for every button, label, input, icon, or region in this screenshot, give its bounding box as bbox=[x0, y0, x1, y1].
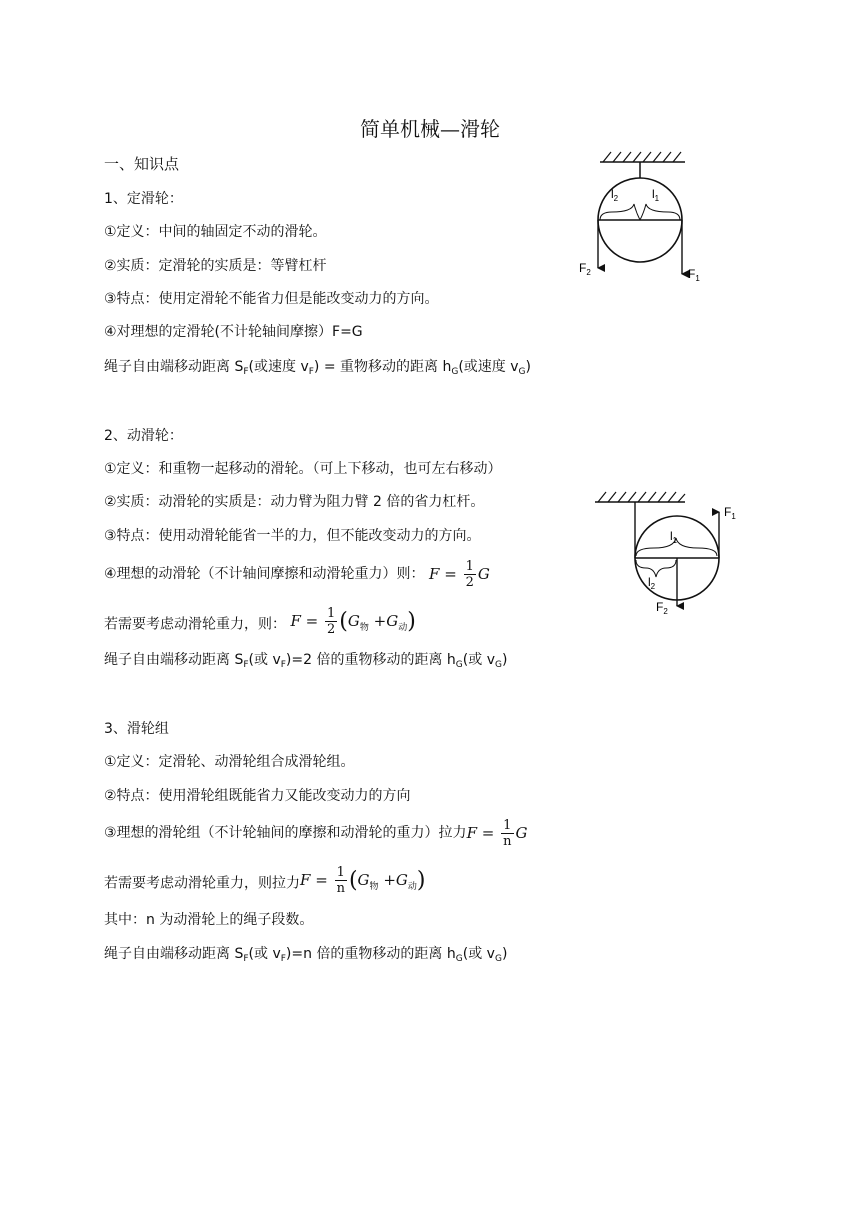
label-l2: $l_2$ bbox=[648, 575, 656, 591]
movable-ideal-text: ④理想的动滑轮（不计轴间摩擦和动滑轮重力）则： bbox=[104, 566, 425, 582]
pulley-block-rope-distance bbox=[104, 944, 507, 969]
formula-F: F bbox=[300, 871, 311, 889]
rope-text-3: )=n 倍的重物移动的距离 h bbox=[285, 946, 456, 962]
formula-sub-wu: 物 bbox=[359, 623, 369, 633]
rope-text-4: (或 v bbox=[462, 652, 495, 668]
formula-F: F bbox=[290, 612, 301, 630]
formula-F: F bbox=[466, 824, 477, 842]
rope-sub-4: G bbox=[518, 367, 526, 377]
fraction-denominator: n bbox=[336, 881, 345, 896]
movable-pulley-diagram bbox=[580, 478, 750, 623]
pulley-block-with-weight bbox=[104, 861, 425, 906]
formula-sub-wu: 物 bbox=[369, 882, 379, 892]
fraction-one-over-n bbox=[501, 818, 513, 850]
pulley-block-ideal bbox=[104, 814, 527, 852]
block-weight-text: 若需要考虑动滑轮重力，则拉力 bbox=[104, 875, 300, 892]
movable-pulley-ideal bbox=[104, 555, 490, 593]
rope-sub-4: G bbox=[494, 660, 502, 670]
formula-F: F bbox=[429, 565, 440, 583]
movable-pulley-essence: ②实质：动滑轮的实质是：动力臂为阻力臂 2 倍的省力杠杆。 bbox=[104, 494, 485, 510]
pulley-block-definition: ①定义：定滑轮、动滑轮组合成滑轮组。 bbox=[104, 754, 355, 770]
label-F1: $F_1$ bbox=[724, 505, 736, 521]
fraction-numerator: 1 bbox=[327, 606, 336, 621]
pulley-block-n-note: 其中：n 为动滑轮上的绳子段数。 bbox=[104, 912, 314, 928]
formula-plus: + bbox=[383, 871, 396, 889]
fraction-half bbox=[464, 559, 476, 591]
rope-text-5: ) bbox=[501, 946, 508, 962]
fraction-denominator: 2 bbox=[327, 622, 336, 637]
block-ideal-text: ③理想的滑轮组（不计轮轴间的摩擦和动滑轮的重力）拉力 bbox=[104, 825, 467, 841]
fixed-pulley-diagram bbox=[570, 140, 700, 285]
rope-text-1: 绳子自由端移动距离 S bbox=[104, 359, 244, 375]
fraction-denominator: n bbox=[503, 834, 512, 849]
formula-eq: = bbox=[444, 565, 457, 583]
movable-weight-text: 若需要考虑动滑轮重力，则： bbox=[104, 616, 286, 633]
fixed-pulley-essence: ②实质：定滑轮的实质是：等臂杠杆 bbox=[104, 258, 327, 274]
formula-eq: = bbox=[481, 824, 495, 842]
brace-l1 bbox=[640, 204, 680, 220]
movable-ideal-formula bbox=[429, 555, 490, 593]
rope-sub-3: G bbox=[455, 660, 463, 670]
fixed-pulley-ideal: ④对理想的定滑轮(不计轮轴间摩擦）F=G bbox=[104, 324, 363, 340]
label-F1: $F_1$ bbox=[688, 267, 700, 283]
label-F2: $F_2$ bbox=[656, 600, 668, 616]
block-ideal-formula bbox=[467, 814, 528, 852]
rope-sub-3: G bbox=[455, 954, 463, 964]
formula-G: G bbox=[395, 871, 408, 889]
fraction-one-over-n bbox=[335, 865, 347, 897]
formula-plus: + bbox=[373, 612, 387, 630]
block-weight-formula bbox=[300, 861, 425, 906]
ceiling-hatch bbox=[603, 152, 681, 162]
rope-text-5: ) bbox=[525, 359, 531, 375]
rope-text-4: (或速度 v bbox=[458, 359, 519, 375]
rope-text-2: (或 v bbox=[248, 652, 281, 668]
fixed-pulley-heading: 1、定滑轮： bbox=[104, 191, 183, 207]
rope-text-3: )=2 倍的重物移动的距离 h bbox=[285, 652, 456, 668]
movable-pulley-rope-distance bbox=[104, 650, 507, 675]
movable-pulley-heading: 2、动滑轮： bbox=[104, 428, 183, 444]
rope-text-1: 绳子自由端移动距离 S bbox=[104, 946, 244, 962]
brace-l2 bbox=[636, 560, 676, 577]
formula-eq: = bbox=[315, 871, 328, 889]
rope-text-5: ) bbox=[501, 652, 508, 668]
brace-l2 bbox=[600, 204, 640, 220]
movable-weight-formula bbox=[290, 602, 415, 647]
fraction-numerator: 1 bbox=[465, 559, 474, 574]
rope-sub-3: G bbox=[451, 367, 459, 377]
movable-pulley-with-weight bbox=[104, 602, 416, 647]
label-l2: $l_2$ bbox=[611, 187, 619, 203]
rope-sub-2: F bbox=[308, 367, 314, 377]
formula-G: G bbox=[347, 612, 360, 630]
rope-sub-4: G bbox=[494, 954, 502, 964]
formula-G: G bbox=[515, 824, 528, 842]
movable-pulley-feature: ③特点：使用动滑轮能省一半的力，但不能改变动力的方向。 bbox=[104, 528, 481, 544]
rope-text-4: (或 v bbox=[462, 946, 495, 962]
formula-G: G bbox=[357, 871, 370, 889]
rope-text-3: ) = 重物移动的距离 h bbox=[313, 359, 452, 375]
pulley-block-heading: 3、滑轮组 bbox=[104, 721, 169, 737]
formula-G: G bbox=[386, 612, 399, 630]
formula-rparen: ) bbox=[416, 868, 426, 893]
label-F2: $F_2$ bbox=[579, 261, 591, 277]
rope-text-2: (或 v bbox=[248, 946, 281, 962]
rope-text-2: (或速度 v bbox=[248, 359, 309, 375]
page-title: 简单机械—滑轮 bbox=[360, 117, 500, 141]
rope-sub-2: F bbox=[280, 660, 286, 670]
fixed-pulley-feature: ③特点：使用定滑轮不能省力但是能改变动力的方向。 bbox=[104, 291, 439, 307]
fraction-numerator: 1 bbox=[501, 818, 513, 834]
rope-sub-1: F bbox=[243, 660, 249, 670]
formula-sub-dong: 动 bbox=[407, 882, 417, 892]
movable-pulley-definition: ①定义：和重物一起移动的滑轮。（可上下移动，也可左右移动） bbox=[104, 461, 502, 477]
fraction-half bbox=[325, 606, 337, 638]
fixed-pulley-rope-distance bbox=[104, 357, 531, 382]
pulley-block-feature: ②特点：使用滑轮组既能省力又能改变动力的方向 bbox=[104, 788, 411, 804]
rope-sub-1: F bbox=[243, 367, 249, 377]
rope-sub-1: F bbox=[243, 954, 249, 964]
label-l1: $l_1$ bbox=[652, 187, 660, 203]
ceiling-hatch bbox=[598, 492, 685, 502]
section-heading: 一、知识点 bbox=[104, 155, 180, 173]
rope-text-1: 绳子自由端移动距离 S bbox=[104, 652, 244, 668]
rope-sub-2: F bbox=[280, 954, 286, 964]
formula-sub-dong: 动 bbox=[398, 623, 408, 633]
formula-rparen: ) bbox=[407, 609, 416, 634]
fraction-numerator: 1 bbox=[335, 865, 347, 881]
formula-G: G bbox=[477, 565, 490, 583]
formula-lparen: ( bbox=[339, 609, 348, 634]
fraction-denominator: 2 bbox=[465, 575, 474, 590]
formula-eq: = bbox=[305, 612, 319, 630]
label-l1: $l_1$ bbox=[670, 529, 678, 545]
fixed-pulley-definition: ①定义：中间的轴固定不动的滑轮。 bbox=[104, 224, 327, 240]
formula-lparen: ( bbox=[348, 868, 358, 893]
